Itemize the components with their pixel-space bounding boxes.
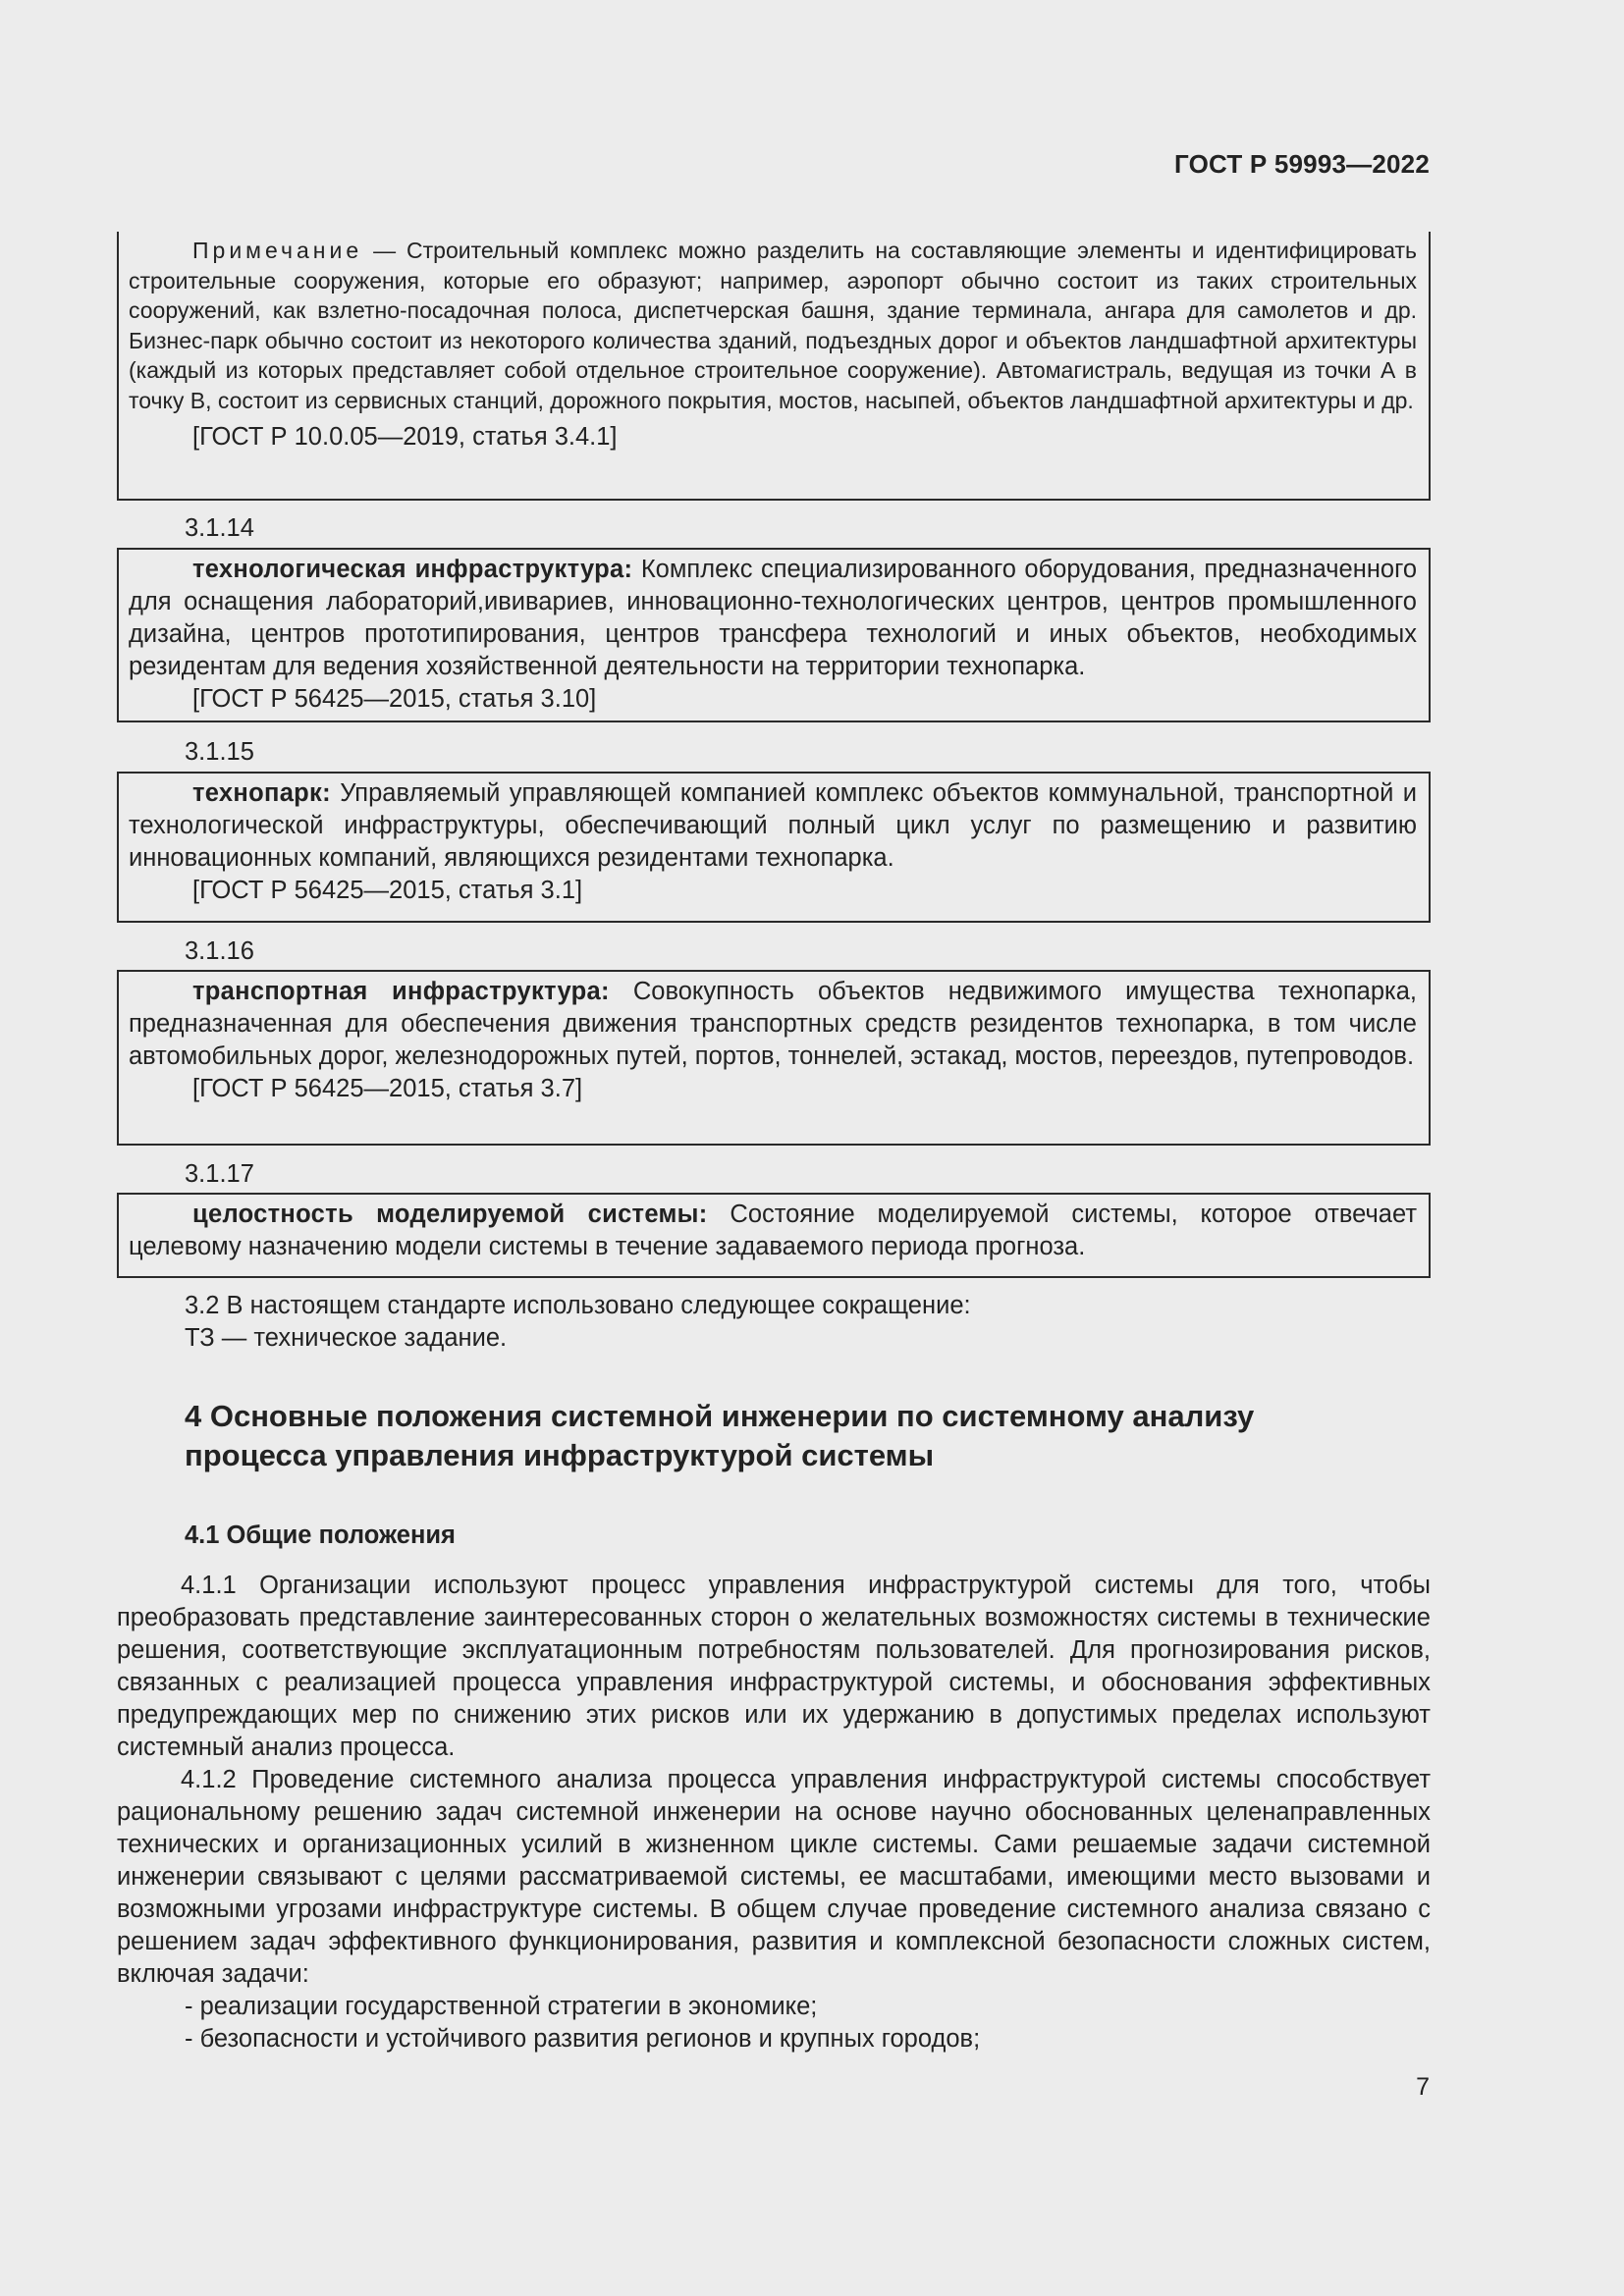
section-title-line: процесса управления инфраструктурой системы xyxy=(185,1438,935,1472)
term-definition xyxy=(129,976,1417,1073)
note-source: [ГОСТ Р 10.0.05—2019, статья 3.4.1] xyxy=(192,423,618,451)
term-number: 3.1.14 xyxy=(185,514,254,542)
term-title: технопарк: xyxy=(192,779,331,807)
term-text: Управляемый управляющей компанией комплекс объектов коммунальной, транспортной и технологической инфраструктуры, обеспечивающий полный цикл услуг по размещению и развитию инновационных компаний, являющихся резидентами технопарка. xyxy=(129,779,1417,872)
term-box-3-1-15 xyxy=(117,772,1431,923)
section-4-heading xyxy=(117,1397,1431,1475)
term-text: Комплекс специализированного оборудования, предназначенного для оснащения лабораторий,ививариев, инновационно-технологических центров, центров промышленного дизайна, центров прототипирования, центров трансфера технологий и иных объектов, необходимых резидентам для ведения хозяйственной деятельности на территории технопарка. xyxy=(129,556,1417,680)
section-title-line: 4 Основные положения системной инженерии по системному анализу xyxy=(185,1399,1255,1433)
abbreviations-block xyxy=(117,1290,1431,1355)
note-text: — Строительный комплекс можно разделить на составляющие элементы и идентифицировать строительные сооружения, которые его образуют; например, аэропорт обычно состоит из таких строительных сооружений, как взлетно-посадочная полоса, диспетчерская башня, здание терминала, ангара для самолетов и др. Бизнес-парк обычно состоит из некоторого количества зданий, подъездных дорог и объектов ландшафтной архитектуры (каждый из которых представляет собой отдельное строительное сооружение). Автомагистраль, ведущая из точки А в точку В, состоит из сервисных станций, дорожного покрытия, мостов, насыпей, объектов ландшафтной архитектуры и др. xyxy=(129,238,1417,413)
page-number: 7 xyxy=(1416,2073,1430,2101)
abbrev-item: ТЗ — техническое задание. xyxy=(185,1324,508,1352)
term-box-3-1-16 xyxy=(117,970,1431,1146)
list-item: - безопасности и устойчивого развития регионов и крупных городов; xyxy=(185,2025,981,2053)
abbrev-intro: 3.2 В настоящем стандарте использовано следующее сокращение: xyxy=(185,1292,971,1319)
term-source: [ГОСТ Р 56425—2015, статья 3.1] xyxy=(192,877,583,904)
document-code: ГОСТ Р 59993—2022 xyxy=(1174,149,1430,179)
paragraph-4-1-1: 4.1.1 Организации используют процесс управления инфраструктурой системы для того, чтобы преобразовать представление заинтересованных сторон о желательных возможностях системы в технические решения, соответствующие эксплуатационным потребностям пользователей. Для прогнозирования рисков, связанных с реализацией процесса управления инфраструктурой системы, и обоснования эффективных предупреждающих мер по снижению этих рисков или их удержанию в допустимых пределах используют системный анализ процесса. xyxy=(117,1572,1431,1761)
term-text: Состояние моделируемой системы, которое отвечает целевому назначению модели системы в течение задаваемого периода прогноза. xyxy=(129,1201,1418,1260)
section-body xyxy=(117,1570,1431,2056)
term-definition xyxy=(129,554,1417,683)
term-title: транспортная инфраструктура: xyxy=(192,978,610,1005)
term-source: [ГОСТ Р 56425—2015, статья 3.10] xyxy=(192,685,597,713)
term-number: 3.1.17 xyxy=(185,1160,254,1188)
term-number: 3.1.16 xyxy=(185,937,254,965)
term-box-3-1-14 xyxy=(117,548,1431,722)
subsection-heading: 4.1 Общие положения xyxy=(185,1522,456,1549)
paragraph-4-1-2: 4.1.2 Проведение системного анализа процесса управления инфраструктурой системы способствует рациональному решению задач системной инженерии на основе научно обоснованных целенаправленных технических и организационных усилий в жизненном цикле системы. Сами решаемые задачи системной инженерии связывают с целями рассматриваемой системы, ее масштабами, имеющими место вызовами и возможными угрозами инфраструктуре системы. В общем случае проведение системного анализа связано с решением задач эффективного функционирования, развития и комплексной безопасности сложных систем, включая задачи: xyxy=(117,1766,1431,1988)
note-label: Примечание xyxy=(192,238,363,263)
term-box-3-1-17 xyxy=(117,1193,1431,1278)
term-definition xyxy=(129,777,1417,875)
term-source: [ГОСТ Р 56425—2015, статья 3.7] xyxy=(192,1075,583,1102)
term-definition xyxy=(129,1199,1417,1263)
term-number: 3.1.15 xyxy=(185,738,254,766)
term-text: Совокупность объектов недвижимого имущества технопарка, предназначенная для обеспечения движения транспортных средств резидентов технопарка, в том числе автомобильных дорог, железнодорожных путей, портов, тоннелей, эстакад, мостов, переездов, путепроводов. xyxy=(129,978,1418,1070)
term-title: технологическая инфраструктура: xyxy=(192,556,633,583)
note-box xyxy=(117,232,1431,501)
term-title: целостность моделируемой системы: xyxy=(192,1201,708,1228)
note-paragraph xyxy=(129,236,1417,415)
list-item: - реализации государственной стратегии в экономике; xyxy=(185,1993,818,2020)
